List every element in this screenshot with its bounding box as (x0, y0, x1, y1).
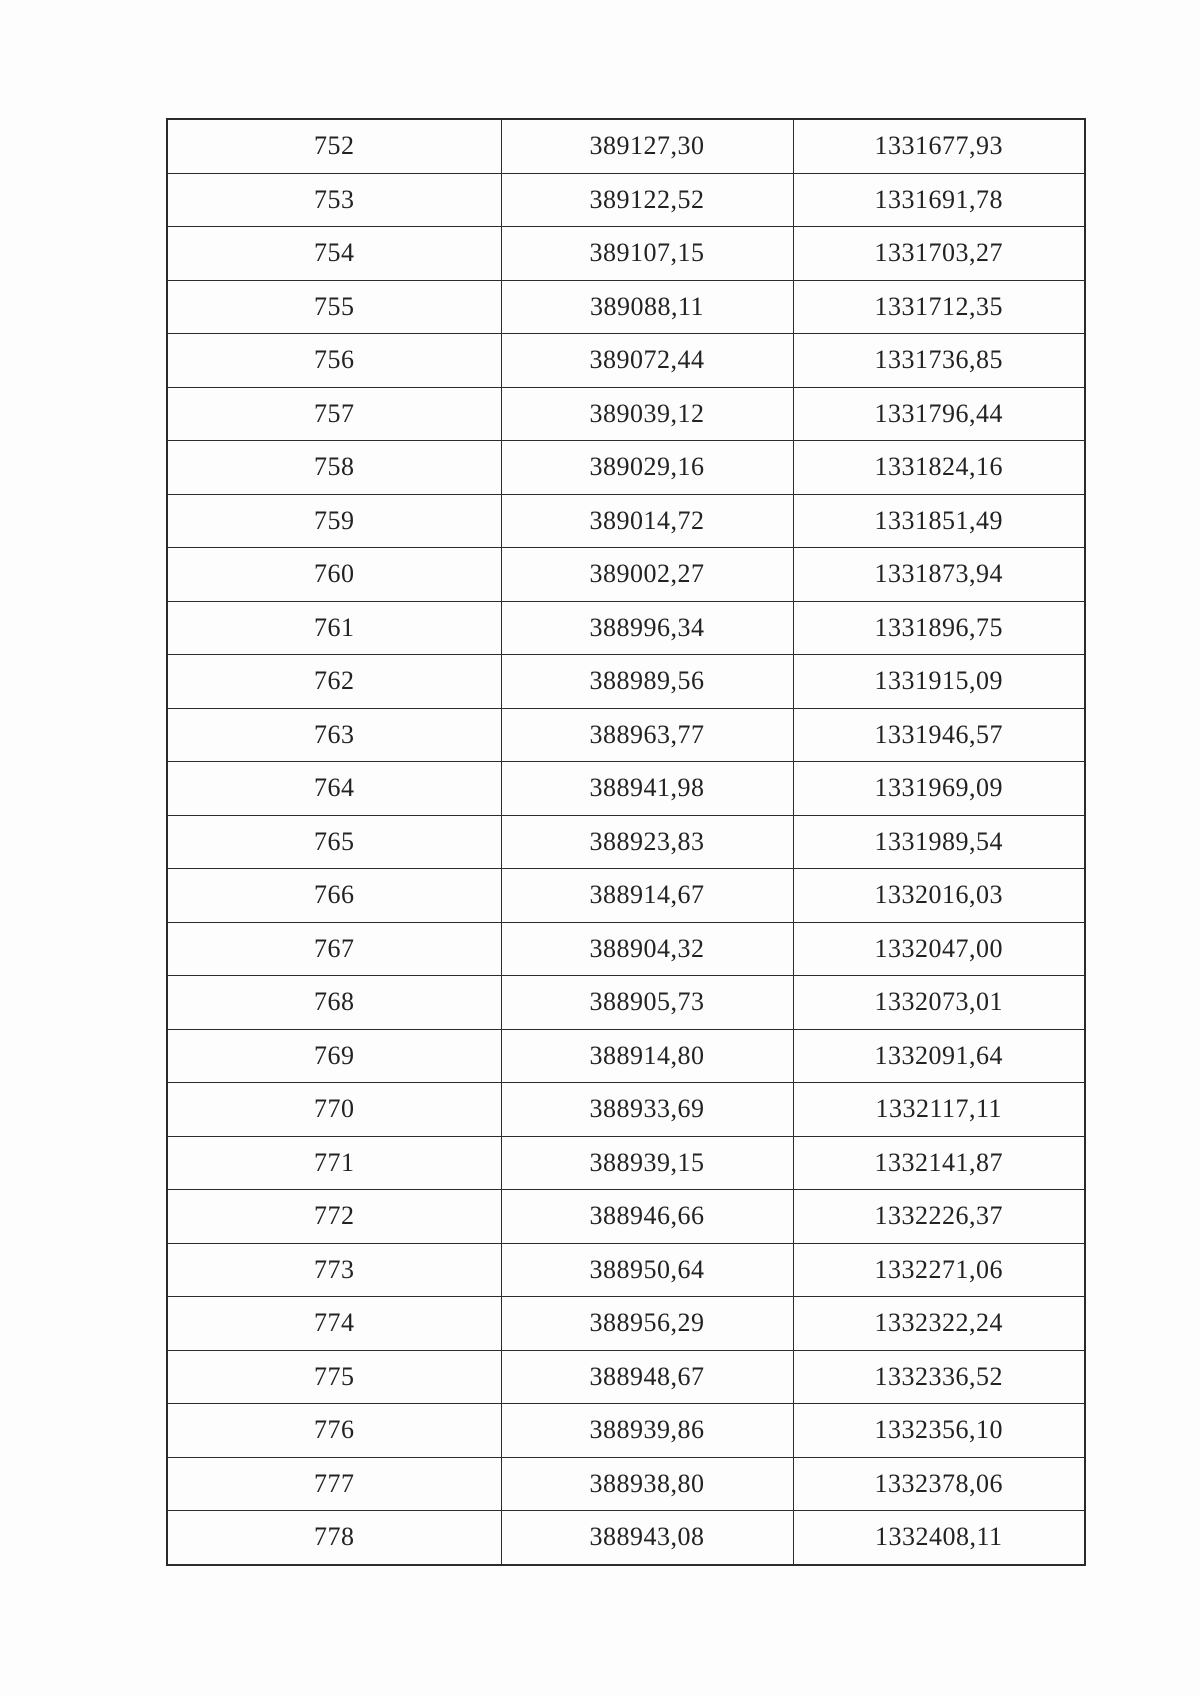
y-coordinate-cell: 1332226,37 (793, 1190, 1085, 1244)
x-coordinate-cell: 388943,08 (501, 1511, 793, 1565)
y-coordinate-cell: 1331896,75 (793, 601, 1085, 655)
table-row (167, 548, 1085, 602)
table-row (167, 334, 1085, 388)
x-coordinate-cell: 388923,83 (501, 815, 793, 869)
y-coordinate-cell: 1332091,64 (793, 1029, 1085, 1083)
point-number-cell: 768 (167, 976, 501, 1030)
y-coordinate-cell: 1331946,57 (793, 708, 1085, 762)
x-coordinate-cell: 389088,11 (501, 280, 793, 334)
table-row (167, 976, 1085, 1030)
y-coordinate-cell: 1332271,06 (793, 1243, 1085, 1297)
x-coordinate-cell: 388933,69 (501, 1083, 793, 1137)
x-coordinate-cell: 388904,32 (501, 922, 793, 976)
point-number-cell: 763 (167, 708, 501, 762)
y-coordinate-cell: 1331712,35 (793, 280, 1085, 334)
point-number-cell: 764 (167, 762, 501, 816)
x-coordinate-cell: 388941,98 (501, 762, 793, 816)
point-number-cell: 775 (167, 1350, 501, 1404)
table-row (167, 1511, 1085, 1565)
table-row (167, 815, 1085, 869)
y-coordinate-cell: 1332047,00 (793, 922, 1085, 976)
table-row (167, 441, 1085, 495)
table-row (167, 601, 1085, 655)
point-number-cell: 753 (167, 173, 501, 227)
point-number-cell: 760 (167, 548, 501, 602)
y-coordinate-cell: 1331969,09 (793, 762, 1085, 816)
point-number-cell: 767 (167, 922, 501, 976)
y-coordinate-cell: 1332378,06 (793, 1457, 1085, 1511)
point-number-cell: 765 (167, 815, 501, 869)
table-row (167, 1029, 1085, 1083)
x-coordinate-cell: 388946,66 (501, 1190, 793, 1244)
table-row (167, 1136, 1085, 1190)
x-coordinate-cell: 388939,86 (501, 1404, 793, 1458)
point-number-cell: 776 (167, 1404, 501, 1458)
x-coordinate-cell: 388948,67 (501, 1350, 793, 1404)
x-coordinate-cell: 389039,12 (501, 387, 793, 441)
table-row (167, 1297, 1085, 1351)
x-coordinate-cell: 389014,72 (501, 494, 793, 548)
x-coordinate-cell: 388938,80 (501, 1457, 793, 1511)
coordinates-table (166, 118, 1086, 1566)
point-number-cell: 770 (167, 1083, 501, 1137)
x-coordinate-cell: 388950,64 (501, 1243, 793, 1297)
x-coordinate-cell: 388956,29 (501, 1297, 793, 1351)
x-coordinate-cell: 388963,77 (501, 708, 793, 762)
table-row (167, 227, 1085, 281)
y-coordinate-cell: 1332117,11 (793, 1083, 1085, 1137)
point-number-cell: 777 (167, 1457, 501, 1511)
table-row (167, 387, 1085, 441)
y-coordinate-cell: 1331736,85 (793, 334, 1085, 388)
x-coordinate-cell: 389072,44 (501, 334, 793, 388)
table-row (167, 922, 1085, 976)
y-coordinate-cell: 1331851,49 (793, 494, 1085, 548)
table-row (167, 1083, 1085, 1137)
table-row (167, 1243, 1085, 1297)
x-coordinate-cell: 388939,15 (501, 1136, 793, 1190)
y-coordinate-cell: 1332322,24 (793, 1297, 1085, 1351)
point-number-cell: 771 (167, 1136, 501, 1190)
x-coordinate-cell: 389107,15 (501, 227, 793, 281)
point-number-cell: 761 (167, 601, 501, 655)
point-number-cell: 769 (167, 1029, 501, 1083)
point-number-cell: 778 (167, 1511, 501, 1565)
y-coordinate-cell: 1331873,94 (793, 548, 1085, 602)
table-row (167, 173, 1085, 227)
y-coordinate-cell: 1332141,87 (793, 1136, 1085, 1190)
point-number-cell: 758 (167, 441, 501, 495)
point-number-cell: 774 (167, 1297, 501, 1351)
x-coordinate-cell: 389029,16 (501, 441, 793, 495)
point-number-cell: 756 (167, 334, 501, 388)
y-coordinate-cell: 1331824,16 (793, 441, 1085, 495)
y-coordinate-cell: 1331677,93 (793, 119, 1085, 173)
x-coordinate-cell: 388905,73 (501, 976, 793, 1030)
x-coordinate-cell: 389127,30 (501, 119, 793, 173)
table-row (167, 280, 1085, 334)
point-number-cell: 766 (167, 869, 501, 923)
point-number-cell: 759 (167, 494, 501, 548)
x-coordinate-cell: 388914,67 (501, 869, 793, 923)
table-row (167, 708, 1085, 762)
y-coordinate-cell: 1331691,78 (793, 173, 1085, 227)
table-row (167, 655, 1085, 709)
coordinates-table-body (167, 119, 1085, 1565)
point-number-cell: 754 (167, 227, 501, 281)
table-row (167, 1457, 1085, 1511)
point-number-cell: 772 (167, 1190, 501, 1244)
point-number-cell: 755 (167, 280, 501, 334)
table-row (167, 762, 1085, 816)
table-row (167, 1190, 1085, 1244)
table-row (167, 1404, 1085, 1458)
table-row (167, 119, 1085, 173)
y-coordinate-cell: 1331989,54 (793, 815, 1085, 869)
y-coordinate-cell: 1331703,27 (793, 227, 1085, 281)
point-number-cell: 773 (167, 1243, 501, 1297)
y-coordinate-cell: 1332016,03 (793, 869, 1085, 923)
y-coordinate-cell: 1331915,09 (793, 655, 1085, 709)
table-row (167, 1350, 1085, 1404)
y-coordinate-cell: 1332336,52 (793, 1350, 1085, 1404)
table-row (167, 494, 1085, 548)
x-coordinate-cell: 388989,56 (501, 655, 793, 709)
y-coordinate-cell: 1332356,10 (793, 1404, 1085, 1458)
y-coordinate-cell: 1332408,11 (793, 1511, 1085, 1565)
y-coordinate-cell: 1332073,01 (793, 976, 1085, 1030)
x-coordinate-cell: 388914,80 (501, 1029, 793, 1083)
x-coordinate-cell: 389122,52 (501, 173, 793, 227)
table-row (167, 869, 1085, 923)
point-number-cell: 757 (167, 387, 501, 441)
x-coordinate-cell: 388996,34 (501, 601, 793, 655)
point-number-cell: 752 (167, 119, 501, 173)
point-number-cell: 762 (167, 655, 501, 709)
y-coordinate-cell: 1331796,44 (793, 387, 1085, 441)
x-coordinate-cell: 389002,27 (501, 548, 793, 602)
